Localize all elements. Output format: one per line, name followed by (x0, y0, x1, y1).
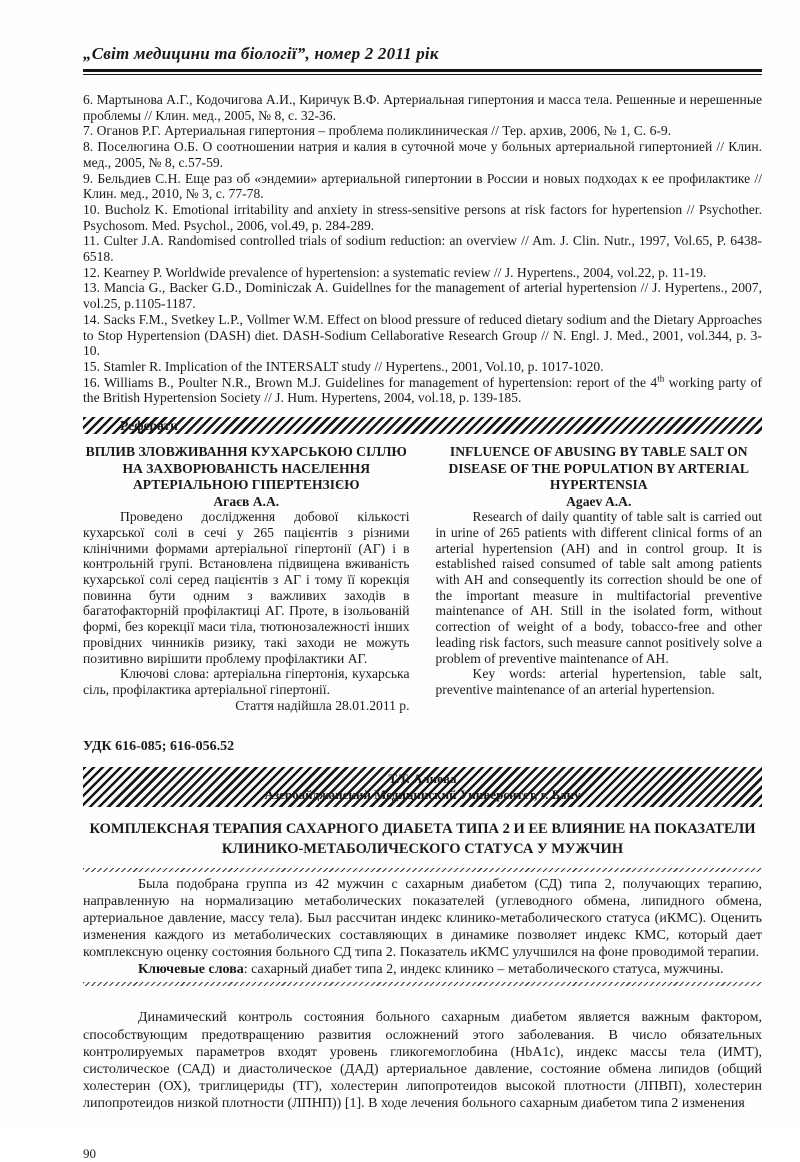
article-affiliation: Азербайджанский Медицинский Университет, г. Баку (264, 787, 581, 803)
udc-code: УДК 616-085; 616-056.52 (83, 739, 235, 755)
ordinal-superscript: th (657, 373, 665, 384)
abstract-keywords-uk: Ключові слова: артеріальна гіпертонія, кухарська сіль, профілактика артеріальної гіпертонії. (83, 666, 410, 697)
abstract-keywords-en: Key words: arterial hypertension, table salt, preventive maintenance of an arterial hypertension. (435, 666, 762, 697)
reference-item: 6. Мартынова А.Г., Кодочигова А.И., Киричук В.Ф. Артериальная гипертония и масса тела. Решенные и нерешенные проблемы // Клин. мед., 2005, № 8, с. 32-36. (83, 92, 762, 123)
abstract-rule-top (83, 868, 762, 872)
article-keywords (83, 961, 762, 978)
abstract-title-en: INFLUENCE OF ABUSING BY TABLE SALT ON DISEASE OF THE POPULATION BY ARTERIAL HYPERTENSIA (448, 444, 750, 493)
reference-item: 15. Stamler R. Implication of the INTERSALT study // Hypertens., 2001, Vol.10, p. 1017-1020. (83, 358, 604, 374)
referaty-section-banner (83, 417, 762, 434)
reference-text-before-sup: 16. Williams B., Poulter N.R., Brown M.J. Guidelines for management of hypertension: report of the 4 (83, 374, 658, 390)
abstract-column-ukrainian (83, 444, 410, 713)
reference-item: 9. Бельдиев С.Н. Еще раз об «эндемии» артериальной гипертонии в России и новых подходах к ее профилактике // Клин. мед., 2010, № 3, с. 77-78. (83, 170, 762, 202)
abstract-author-uk: Агаєв А.А. (213, 493, 280, 509)
keywords-text: : сахарный диабет типа 2, индекс клинико – метаболического статуса, мужчины. (243, 962, 724, 978)
abstract-body-en: Research of daily quantity of table salt is carried out in urine of 265 patients with different clinical forms of an arterial hypertension (AH) and in control group. It is established raised consumed of table salt among patients with AH and consequently its correction should be one of the important measure in multifactorial preventive maintenance of AH. Still in the isolated form, without correction of weight of a body, tobacco-free and other leading risk factors, such measure cannot positively solve a problem of preventive maintenance of AH. (435, 509, 762, 666)
referaty-banner-label: Реферати (120, 418, 178, 434)
reference-item: 8. Поселюгина О.Б. О соотношении натрия и калия в суточной моче у больных артериальной гипертонией // Клин. мед., 2005, № 8, с.57-59. (83, 139, 762, 170)
reference-item: 11. Culter J.A. Randomised controlled trials of sodium reduction: an overview // Am. J. Clin. Nutr., 1997, Vol.65, P. 6438-6518. (83, 233, 762, 265)
article-received-date: Стаття надійшла 28.01.2011 р. (235, 697, 410, 713)
reference-item: 7. Оганов Р.Г. Артериальная гипертония – проблема поликлиническая // Тер. архив, 2006, № 1, С. 6-9. (83, 123, 672, 139)
header-rule-thick (83, 69, 762, 72)
reference-item: 13. Mancia G., Backer G.D., Dominiczak A. Guidellnes for the management of arterial hypertension // J. Hypertens., 2007, vol.25, p.1105-1187. (83, 280, 762, 312)
article-author-banner (83, 767, 762, 807)
keywords-label: Ключевые слова (138, 962, 244, 978)
reference-list (83, 92, 762, 406)
abstract-column-english (436, 444, 763, 713)
article-author: Т.Т. Алиева (388, 771, 457, 787)
abstract-author-en: Agaev A.A. (566, 493, 632, 509)
article-abstract-block (83, 876, 762, 978)
page-number: 90 (83, 1145, 96, 1161)
reference-item: 14. Sacks F.M., Svetkey L.P., Vollmer W.M. Effect on blood pressure of reduced dietary sodium and the Dietary Approaches to Stop Hypertension (DASH) diet. DASH-Sodium Cellaborative Research Group // N. Engl. J. Med., 2001, vol.344, p. 3-10. (83, 311, 762, 359)
abstract-rule-bottom (83, 982, 762, 986)
journal-title: „Світ медицини та біології”, номер 2 2011 рік (83, 44, 439, 63)
reference-item (83, 375, 762, 406)
abstracts-columns (83, 444, 762, 713)
page-header (83, 44, 762, 75)
article-body-text: Динамический контроль состояния больного сахарным диабетом является важным фактором, способствующим предотвращению развития осложнений этого заболевания. В число обязательных контролируемых параметров входят уровень гликогемоглобина (HbA1c), индекс массы тела (ИМТ), систолическое (САД) и диастолическое (ДАД) артериальное давление, состояние обмена липидов (общий холестерин (ОХ), триглицериды (ТГ), холестерин липопротеидов высокой плотности (ЛПВП), холестерин липопротеидов низкой плотности (ЛПНП)) [1]. В ходе лечения больного сахарным диабетом типа 2 изменения (83, 1010, 762, 1112)
reference-item: 12. Kearney P. Worldwide prevalence of hypertension: a systematic review // J. Hypertens., 2004, vol.22, p. 11-19. (83, 264, 707, 280)
abstract-body-uk: Проведено дослідження добової кількості кухарської солі в сечі у 265 пацієнтів з різними клінічними формами артеріальної гіпертонії (АГ) і в контрольній групі. Встановлена підвищена вживаність кухарської солі серед пацієнтів з АГ і тому її корекція повинна бути одним з важливих заходів в багатофакторній профілактиці АГ. Проте, в ізольованій формі, без корекції маси тіла, тютюнозалежності інших провідних чинників ризику, такі заходи не можуть позитивно вирішити проблему профілактики АГ. (83, 509, 410, 666)
article-title: КОМПЛЕКСНАЯ ТЕРАПИЯ САХАРНОГО ДИАБЕТА ТИПА 2 И ЕЕ ВЛИЯНИЕ НА ПОКАЗАТЕЛИ КЛИНИКО-МЕТАБОЛИЧЕСКОГО СТАТУСА У МУЖЧИН (89, 821, 756, 858)
article-abstract: Была подобрана группа из 42 мужчин с сахарным диабетом (СД) типа 2, получающих терапию, направленную на нормализацию метаболических показателей (углеводного обмена, липидного обмена, артериальное давление, массу тела). Был рассчитан индекс клинико-метаболического статуса (иКМС). Оценить изменения каждого из метаболических составляющих в динамике позволяет индекс КМС, который дает комплексную оценку состояния больного СД типа 2. Показатель иКМС улучшился на фоне проводимой терапии. (83, 877, 762, 961)
header-rule-thin (83, 74, 762, 75)
reference-item: 10. Bucholz K. Emotional irritability and anxiety in stress-sensitive persons at risk factors for hypertension // Psychother. Psychosom. Med. Psychol., 2006, vol.49, p. 284-289. (83, 201, 762, 233)
abstract-title-uk: ВПЛИВ ЗЛОВЖИВАННЯ КУХАРСЬКОЮ СІЛЛЮ НА ЗАХВОРЮВАНІСТЬ НАСЕЛЕННЯ АРТЕРІАЛЬНОЮ ГІПЕРТЕНЗІЄЮ (85, 444, 407, 493)
reference-text-after-sup: working party of the British Hypertension Society // J. Hum. Hypertens, 2004, vol.18, p. 139-185. (83, 374, 762, 406)
